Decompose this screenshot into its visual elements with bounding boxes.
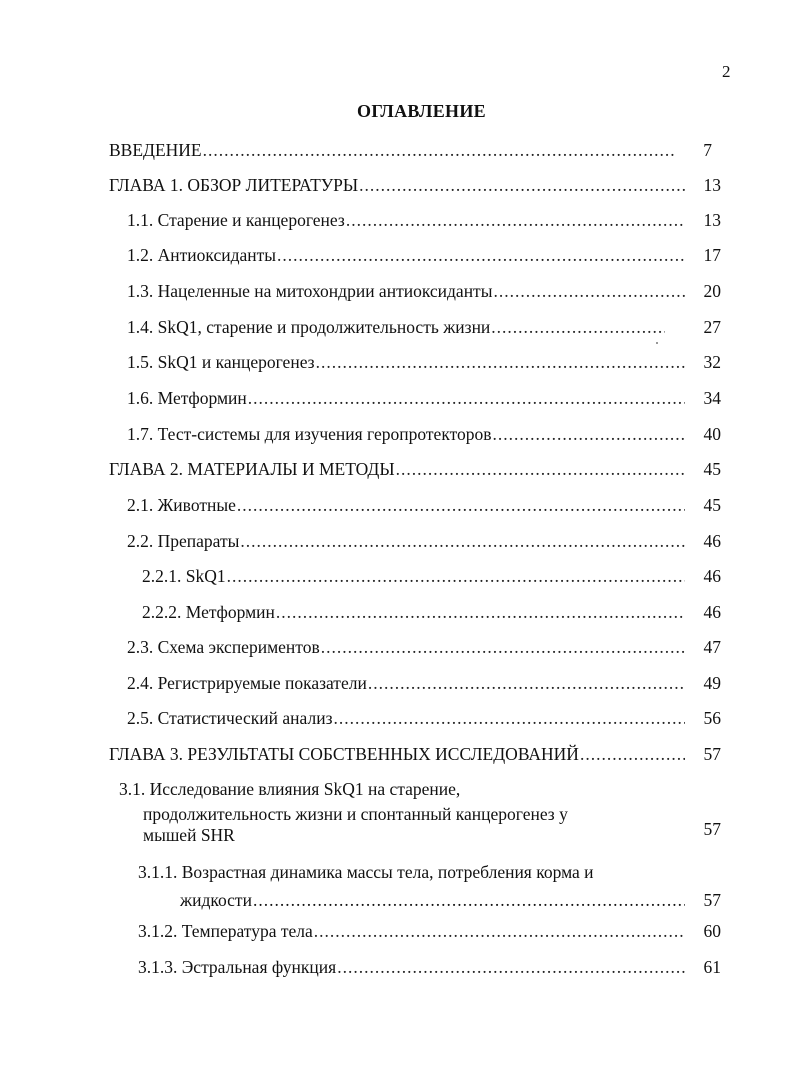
dot-leader — [396, 459, 685, 479]
toc-entry-page: 20 — [703, 281, 721, 301]
dot-leader — [203, 140, 676, 160]
dot-leader — [346, 210, 685, 230]
dot-leader — [493, 424, 685, 444]
toc-entry[interactable] — [142, 566, 721, 586]
toc-entry[interactable] — [109, 140, 712, 160]
toc-entry-label: 1.4. SkQ1, старение и продолжительность жизни — [127, 317, 491, 337]
toc-entry-label: 1.2. Антиоксиданты — [127, 245, 277, 265]
toc-entry-label: 1.7. Тест-системы для изучения геропротекторов — [127, 424, 492, 444]
toc-entry-label: 2.2.1. SkQ1 — [142, 566, 226, 586]
toc-entry-label: 2.5. Статистический анализ — [127, 708, 333, 728]
toc-entry-page: 45 — [703, 495, 721, 515]
toc-entry-page: 49 — [703, 673, 721, 693]
toc-entry[interactable] — [138, 921, 721, 941]
toc-entry[interactable] — [127, 281, 721, 301]
toc-entry-multiline[interactable] — [138, 860, 721, 913]
dot-leader — [277, 245, 685, 265]
dot-leader — [316, 352, 685, 372]
toc-entry-page: 46 — [703, 531, 721, 551]
toc-entry[interactable] — [127, 317, 721, 337]
toc-entry[interactable] — [142, 602, 721, 622]
dot-leader — [491, 317, 665, 337]
toc-entry[interactable] — [127, 352, 721, 372]
toc-entry-page: 34 — [703, 388, 721, 408]
toc-entry-label-line: 3.1.1. Возрастная динамика массы тела, потребления корма и — [138, 862, 594, 882]
toc-title: ОГЛАВЛЕНИЕ — [357, 101, 486, 121]
toc-entry-page: 45 — [703, 459, 721, 479]
dot-leader — [237, 495, 685, 515]
toc-entry-page: 57 — [703, 744, 721, 764]
toc-entry-multiline[interactable] — [119, 777, 721, 848]
toc-entry-page: 27 — [703, 317, 721, 337]
toc-entry-label: ВВЕДЕНИЕ — [109, 140, 202, 160]
dot-leader — [314, 921, 685, 941]
dot-leader — [359, 175, 685, 195]
toc-entry-page: 46 — [703, 566, 721, 586]
dot-leader — [493, 281, 685, 301]
scan-speck — [656, 342, 658, 344]
toc-entry-label-line: продолжительность жизни и спонтанный канцерогенез у — [143, 804, 568, 824]
toc-entry-label: 1.6. Метформин — [127, 388, 247, 408]
toc-entry-label: 1.1. Старение и канцерогенез — [127, 210, 345, 230]
toc-entry-label: 1.5. SkQ1 и канцерогенез — [127, 352, 315, 372]
toc-entry-label: ГЛАВА 1. ОБЗОР ЛИТЕРАТУРЫ — [109, 175, 359, 195]
toc-entry-page: 47 — [703, 637, 721, 657]
toc-entry-page: 57 — [703, 890, 721, 910]
dot-leader — [337, 957, 685, 977]
toc-entry-label-line: жидкости — [180, 890, 252, 910]
toc-entry-label: 2.2. Препараты — [127, 531, 240, 551]
toc-entry-page: 13 — [703, 210, 721, 230]
toc-entry[interactable] — [127, 245, 721, 265]
toc-entry-label: 2.4. Регистрируемые показатели — [127, 673, 367, 693]
toc-entry-page: 7 — [703, 140, 712, 160]
dot-leader — [227, 566, 685, 586]
toc-entry[interactable] — [127, 673, 721, 693]
toc-entry-label: 2.1. Животные — [127, 495, 236, 515]
toc-entry[interactable] — [127, 708, 721, 728]
page-number: 2 — [722, 62, 731, 81]
toc-entry-page: 57 — [703, 819, 721, 839]
toc-entry-label: 2.2.2. Метформин — [142, 602, 275, 622]
dot-leader — [368, 673, 685, 693]
toc-entry[interactable] — [109, 744, 721, 764]
toc-entry[interactable] — [127, 388, 721, 408]
toc-entry-page: 32 — [703, 352, 721, 372]
dot-leader — [253, 888, 685, 913]
toc-entry[interactable] — [109, 459, 721, 479]
toc-entry-page: 17 — [703, 245, 721, 265]
toc-entry[interactable] — [127, 424, 721, 444]
toc-entry-label: ГЛАВА 3. РЕЗУЛЬТАТЫ СОБСТВЕННЫХ ИССЛЕДОВАНИЙ — [109, 744, 579, 764]
toc-entry[interactable] — [127, 495, 721, 515]
toc-entry-label: 3.1.2. Температура тела — [138, 921, 313, 941]
toc-entry[interactable] — [127, 210, 721, 230]
toc-entry[interactable] — [138, 957, 721, 977]
dot-leader — [240, 531, 685, 551]
toc-entry-label: 1.3. Нацеленные на митохондрии антиоксиданты — [127, 281, 493, 301]
toc-entry-page: 56 — [703, 708, 721, 728]
toc-entry-page: 13 — [703, 175, 721, 195]
toc-entry[interactable] — [109, 175, 721, 195]
dot-leader — [580, 744, 685, 764]
dot-leader — [321, 637, 685, 657]
toc-entry-label: 2.3. Схема экспериментов — [127, 637, 320, 657]
toc-entry-page: 40 — [703, 424, 721, 444]
toc-entry-label: ГЛАВА 2. МАТЕРИАЛЫ И МЕТОДЫ — [109, 459, 395, 479]
dot-leader — [248, 388, 685, 408]
toc-entry[interactable] — [127, 531, 721, 551]
toc-entry[interactable] — [127, 637, 721, 657]
toc-entry-label: 3.1.3. Эстральная функция — [138, 957, 337, 977]
dot-leader — [276, 602, 685, 622]
toc-entry-page: 46 — [703, 602, 721, 622]
toc-entry-page: 61 — [703, 957, 721, 977]
toc-entry-label-line: 3.1. Исследование влияния SkQ1 на старение, — [119, 779, 461, 799]
toc-entry-label-line: мышей SHR — [143, 825, 235, 845]
dot-leader — [333, 708, 685, 728]
toc-entry-page: 60 — [703, 921, 721, 941]
